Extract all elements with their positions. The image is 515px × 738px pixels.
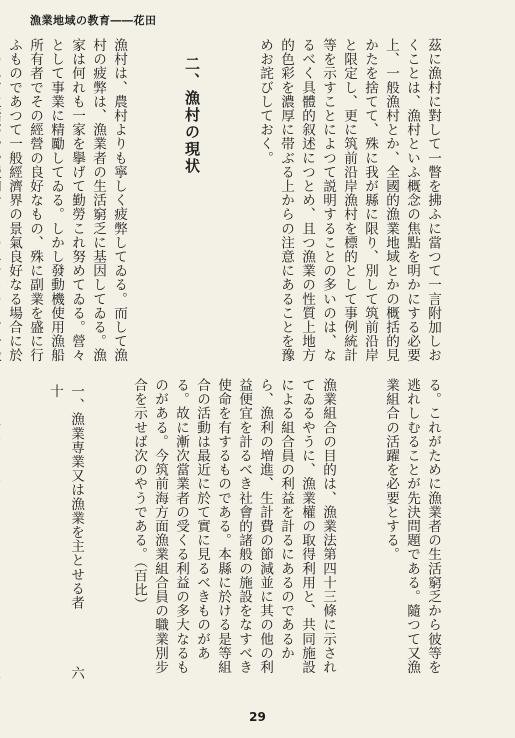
paragraph: 漁業組合の目的は、漁業法第四十三條に示されてゐるやうに、漁業權の取得利用と、共同施設による組合員の利益を計るにあるのであるから、漁利の増進、生計費の節減並に其の他の利益便宜を計るべき社會的諸般の施設をなすべき使命を有するものである。本縣に於ける是等組合の活動は最近に於て實に見るべきものがある。故に漸次當業者の受くる利益の多大なるものがある。今筑前海方面漁業組合員の職業別步合を示せば次のやうである。（百比） [131,378,336,675]
running-header: 漁業地域の教育――花田 [30,14,157,27]
upper-text-block [6,38,485,363]
lower-text-block [30,378,485,686]
page-number: 29 [249,710,266,724]
list-text: 漁業専業又は漁業を主とせる者 六十 [47,384,84,681]
section-heading-village-status: 二、漁村の現状 [183,56,201,175]
list-number: 一、 [68,384,84,413]
paragraph: る。これがために漁業者の生活窮乏から彼等を逃れしむることが先決問題である。隨つて又漁業組合の活躍を必要とする。 [383,378,441,675]
list-item [44,378,86,686]
paragraph: 茲に漁村に對して一瞥を拂ふに當つて一言附加しおくことは、漁村といふ概念の焦點を明かにする必要上、一般漁村とか、全國的漁業地域とかの概括的見かたを捨てて、殊に我が縣に限り、別して筑前沿岸と限定し、更に筑前沿岸漁村を標的として事例統計等を示すことによつて説明することの多いのは、なるべく具體的叙述につとめ、且つ漁業の性質上地方的色彩を濃厚に帯ぶる上からの注意にあることを豫めお詫びしておく。 [257,38,441,363]
paragraph: 漁村は、農村よりも寧しく疲弊してゐる。而して漁村の疲弊は、漁業者の生活窮乏に基因してゐる。漁家は何れも一家を擧げて勤勞これ努めてゐる。營々として事業に精勵してゐる。しかし發動機使用漁船所有者でその經營の良好なもの、殊に副業を盛に行ふものであつて一般經濟界の景氣良好なる場合に於 [6,38,127,363]
list-item [0,378,2,686]
